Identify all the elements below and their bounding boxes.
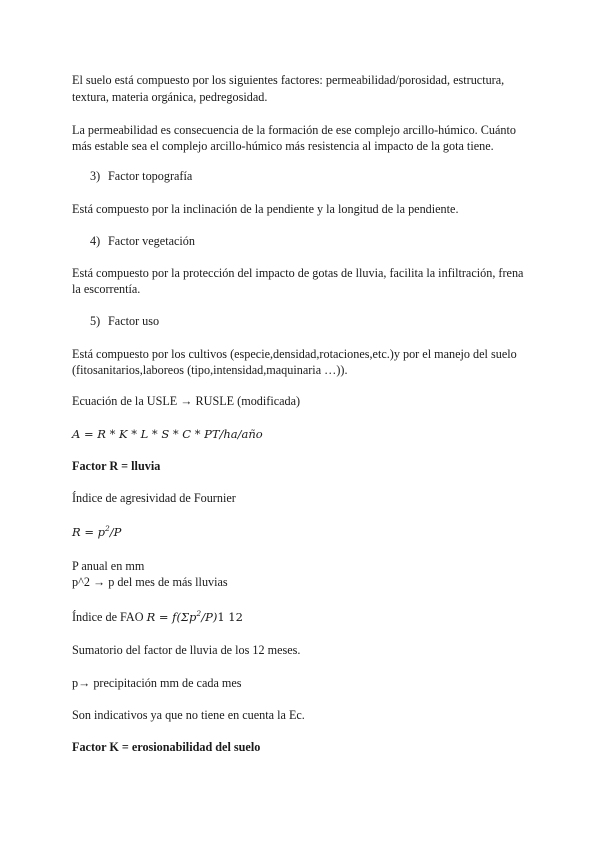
indicativos-text: Son indicativos ya que no tiene en cuenta la Ec. [72, 708, 305, 722]
paragraph-permeability-line2: más estable sea el complejo arcillo-húmico más resistencia al impacto de la gota tiene. [72, 139, 494, 153]
paragraph-vegetacion-line1: Está compuesto por la protección del impacto de gotas de lluvia, facilita la infiltración, frena [72, 266, 524, 280]
panual-text: P anual en mm [72, 559, 145, 573]
fao-label: Índice de FAO [72, 610, 144, 624]
list-number: 4) [90, 234, 101, 248]
list-item-topografia [90, 168, 192, 184]
list-item-uso [90, 313, 159, 329]
paragraph-soil-factors-line2: textura, materia orgánica, pedregosidad. [72, 90, 268, 104]
usle-formula: A = R * K * L * S * C * PT/ha/año [72, 427, 263, 441]
fournier-label: Índice de agresividad de Fournier [72, 491, 236, 505]
list-item-vegetacion [90, 233, 195, 249]
p-squared-text: p^2 → p del mes de más lluvias [72, 575, 228, 589]
fournier-formula: $R = p^2/P$ [72, 524, 122, 539]
precipitacion-text: p→ precipitación mm de cada mes [72, 676, 242, 690]
paragraph-uso-line1: Está compuesto por los cultivos (especie,densidad,rotaciones,etc.)y por el manejo del suelo [72, 347, 517, 361]
heading-factor-r: Factor R = lluvia [72, 459, 161, 473]
heading-factor-k: Factor K = erosionabilidad del suelo [72, 740, 261, 754]
list-number: 5) [90, 314, 101, 328]
list-label: Factor uso [108, 314, 160, 328]
paragraph-topografia: Está compuesto por la inclinación de la pendiente y la longitud de la pendiente. [72, 202, 459, 216]
sumatorio-text: Sumatorio del factor de lluvia de los 12 meses. [72, 643, 301, 657]
paragraph-permeability-line1: La permeabilidad es consecuencia de la formación de ese complejo arcillo-húmico. Cuánto [72, 123, 516, 137]
list-label: Factor vegetación [108, 234, 195, 248]
fao-index-line [72, 609, 243, 625]
paragraph-uso-line2: (fitosanitarios,laboreos (tipo,intensidad,maquinaria …)). [72, 363, 348, 377]
usle-heading: Ecuación de la USLE → RUSLE (modificada) [72, 394, 301, 408]
paragraph-soil-factors-line1: El suelo está compuesto por los siguientes factores: permeabilidad/porosidad, estructura, [72, 73, 505, 87]
paragraph-vegetacion-line2: la escorrentía. [72, 282, 141, 296]
list-label: Factor topografía [108, 169, 193, 183]
fao-formula: $R = f(\Sigma p^2/P)1$ 12 [146, 609, 243, 624]
list-number: 3) [90, 169, 101, 183]
